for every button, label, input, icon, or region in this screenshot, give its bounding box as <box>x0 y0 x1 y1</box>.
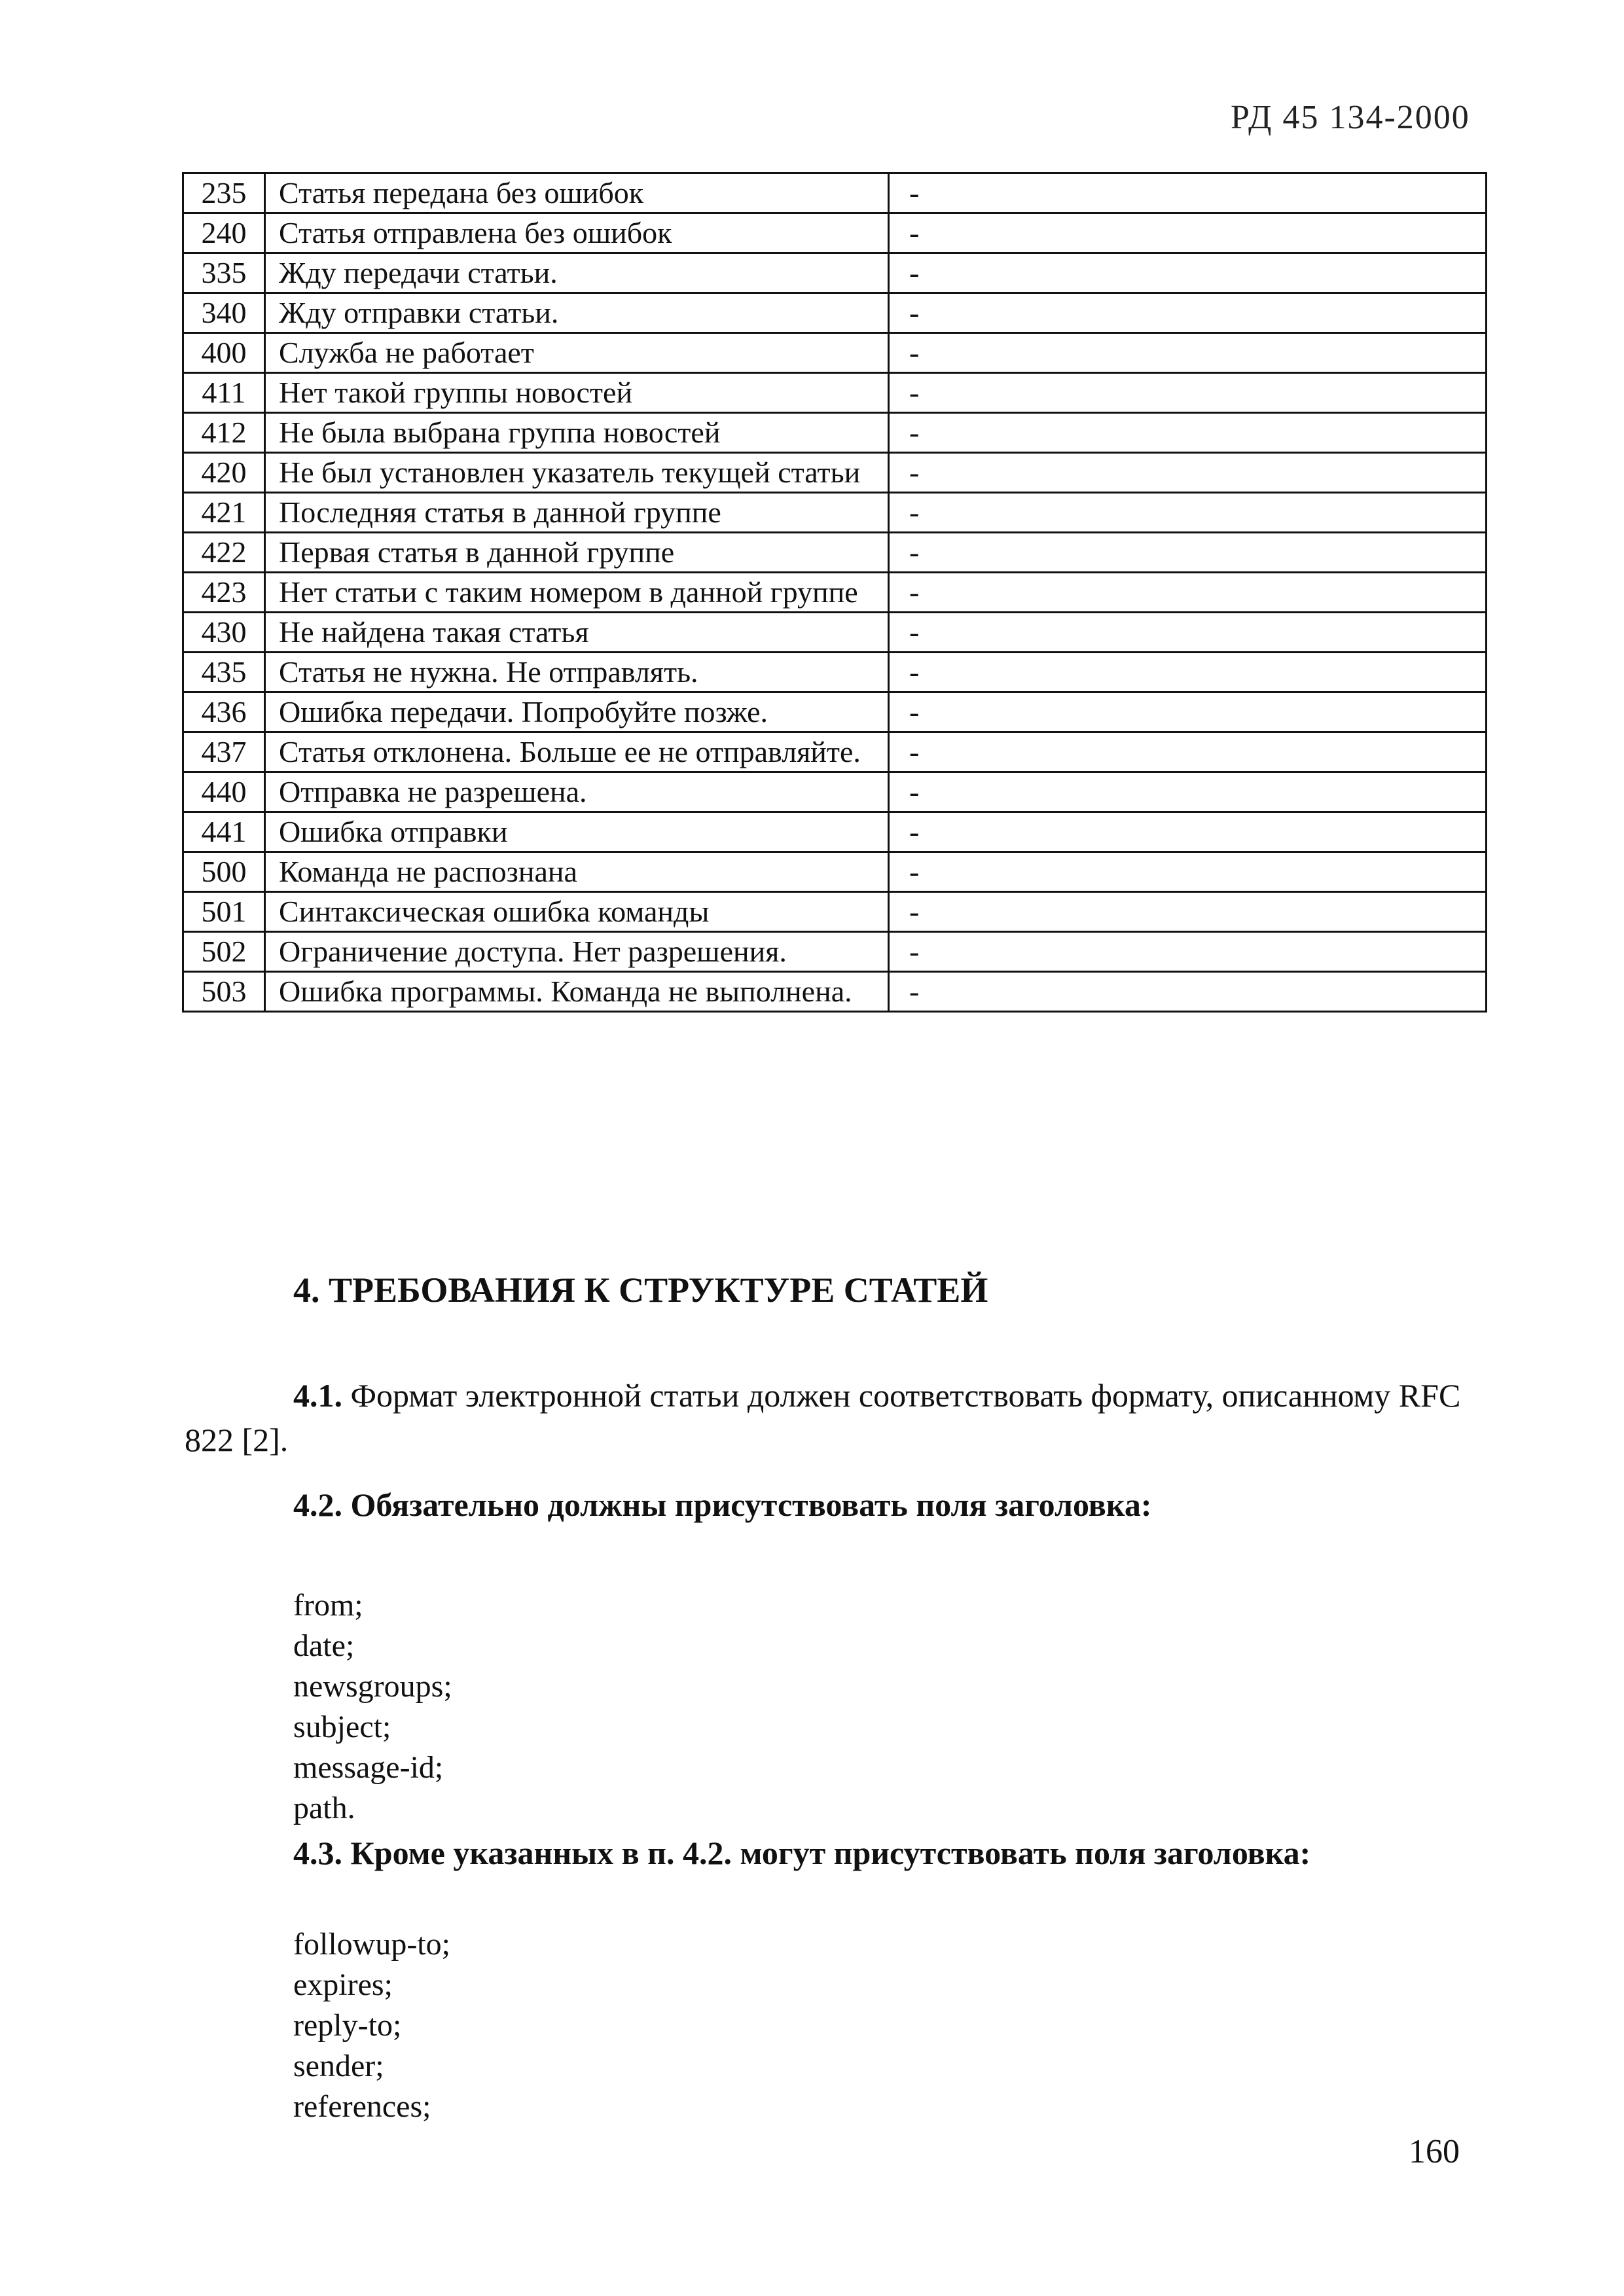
cell-code: 423 <box>183 573 265 613</box>
cell-description: Последняя статья в данной группе <box>265 493 889 533</box>
list-item: references; <box>293 2089 431 2124</box>
required-fields-list <box>293 1585 452 1829</box>
cell-note: - <box>889 493 1487 533</box>
cell-description: Нет статьи с таким номером в данной группе <box>265 573 889 613</box>
page-number: 160 <box>1409 2133 1460 2170</box>
table-row <box>183 812 1487 852</box>
cell-description: Синтаксическая ошибка команды <box>265 892 889 932</box>
list-item: followup-to; <box>293 1927 450 1962</box>
table-row <box>183 173 1487 213</box>
document-code: РД 45 134-2000 <box>1231 99 1470 136</box>
optional-fields-list <box>293 1924 450 2127</box>
section-heading: 4. ТРЕБОВАНИЯ К СТРУКТУРЕ СТАТЕЙ <box>293 1270 988 1310</box>
cell-note: - <box>889 293 1487 333</box>
cell-description: Ошибка передачи. Попробуйте позже. <box>265 692 889 732</box>
cell-note: - <box>889 253 1487 293</box>
table-row <box>183 692 1487 732</box>
table-row <box>183 972 1487 1012</box>
table-row <box>183 732 1487 772</box>
list-item: expires; <box>293 1967 393 2002</box>
table-row <box>183 613 1487 653</box>
cell-code: 436 <box>183 692 265 732</box>
paragraph-4-1-text: Формат электронной статьи должен соответствовать формату, описанному RFC 822 [2]. <box>185 1377 1461 1458</box>
cell-description: Не найдена такая статья <box>265 613 889 653</box>
cell-note: - <box>889 932 1487 972</box>
cell-code: 335 <box>183 253 265 293</box>
cell-description: Статья отклонена. Больше ее не отправляйте. <box>265 732 889 772</box>
cell-note: - <box>889 413 1487 453</box>
cell-code: 437 <box>183 732 265 772</box>
cell-note: - <box>889 573 1487 613</box>
paragraph-4-1 <box>185 1373 1474 1462</box>
cell-description: Ограничение доступа. Нет разрешения. <box>265 932 889 972</box>
table-row <box>183 852 1487 892</box>
table-row <box>183 653 1487 692</box>
table-row <box>183 293 1487 333</box>
table-row <box>183 932 1487 972</box>
table-row <box>183 373 1487 413</box>
table-body <box>183 173 1487 1012</box>
cell-description: Не была выбрана группа новостей <box>265 413 889 453</box>
cell-description: Служба не работает <box>265 333 889 373</box>
cell-note: - <box>889 533 1487 573</box>
table-row <box>183 892 1487 932</box>
paragraph-4-2: 4.2. Обязательно должны присутствовать поля заголовка: <box>293 1486 1152 1523</box>
cell-note: - <box>889 972 1487 1012</box>
cell-code: 411 <box>183 373 265 413</box>
paragraph-4-1-number: 4.1. <box>293 1377 342 1414</box>
cell-code: 235 <box>183 173 265 213</box>
cell-code: 435 <box>183 653 265 692</box>
table-row <box>183 253 1487 293</box>
cell-note: - <box>889 613 1487 653</box>
cell-description: Жду отправки статьи. <box>265 293 889 333</box>
cell-description: Первая статья в данной группе <box>265 533 889 573</box>
cell-note: - <box>889 653 1487 692</box>
cell-description: Команда не распознана <box>265 852 889 892</box>
cell-code: 400 <box>183 333 265 373</box>
cell-code: 430 <box>183 613 265 653</box>
cell-code: 501 <box>183 892 265 932</box>
cell-code: 421 <box>183 493 265 533</box>
cell-note: - <box>889 692 1487 732</box>
list-item: subject; <box>293 1710 391 1744</box>
cell-note: - <box>889 173 1487 213</box>
cell-code: 502 <box>183 932 265 972</box>
cell-note: - <box>889 213 1487 253</box>
cell-note: - <box>889 453 1487 493</box>
cell-description: Отправка не разрешена. <box>265 772 889 812</box>
table-row <box>183 413 1487 453</box>
list-item: path. <box>293 1791 355 1825</box>
list-item: date; <box>293 1628 355 1663</box>
cell-code: 440 <box>183 772 265 812</box>
table-row <box>183 533 1487 573</box>
cell-code: 412 <box>183 413 265 453</box>
list-item: newsgroups; <box>293 1669 452 1704</box>
list-item: message-id; <box>293 1750 444 1785</box>
cell-code: 422 <box>183 533 265 573</box>
cell-description: Ошибка программы. Команда не выполнена. <box>265 972 889 1012</box>
cell-note: - <box>889 892 1487 932</box>
cell-description: Статья передана без ошибок <box>265 173 889 213</box>
table-row <box>183 573 1487 613</box>
table-row <box>183 453 1487 493</box>
list-item: sender; <box>293 2049 384 2083</box>
cell-note: - <box>889 373 1487 413</box>
cell-code: 503 <box>183 972 265 1012</box>
cell-code: 500 <box>183 852 265 892</box>
cell-description: Ошибка отправки <box>265 812 889 852</box>
cell-note: - <box>889 772 1487 812</box>
cell-note: - <box>889 333 1487 373</box>
table-row <box>183 213 1487 253</box>
cell-description: Жду передачи статьи. <box>265 253 889 293</box>
cell-code: 340 <box>183 293 265 333</box>
cell-code: 441 <box>183 812 265 852</box>
list-item: reply-to; <box>293 2008 402 2043</box>
cell-description: Нет такой группы новостей <box>265 373 889 413</box>
cell-code: 240 <box>183 213 265 253</box>
cell-note: - <box>889 732 1487 772</box>
table-row <box>183 772 1487 812</box>
response-codes-table <box>182 172 1487 1013</box>
table-row <box>183 333 1487 373</box>
cell-code: 420 <box>183 453 265 493</box>
cell-description: Статья отправлена без ошибок <box>265 213 889 253</box>
cell-description: Статья не нужна. Не отправлять. <box>265 653 889 692</box>
paragraph-4-3: 4.3. Кроме указанных в п. 4.2. могут присутствовать поля заголовка: <box>293 1835 1311 1871</box>
table-row <box>183 493 1487 533</box>
list-item: from; <box>293 1588 363 1623</box>
cell-note: - <box>889 812 1487 852</box>
cell-note: - <box>889 852 1487 892</box>
cell-description: Не был установлен указатель текущей статьи <box>265 453 889 493</box>
